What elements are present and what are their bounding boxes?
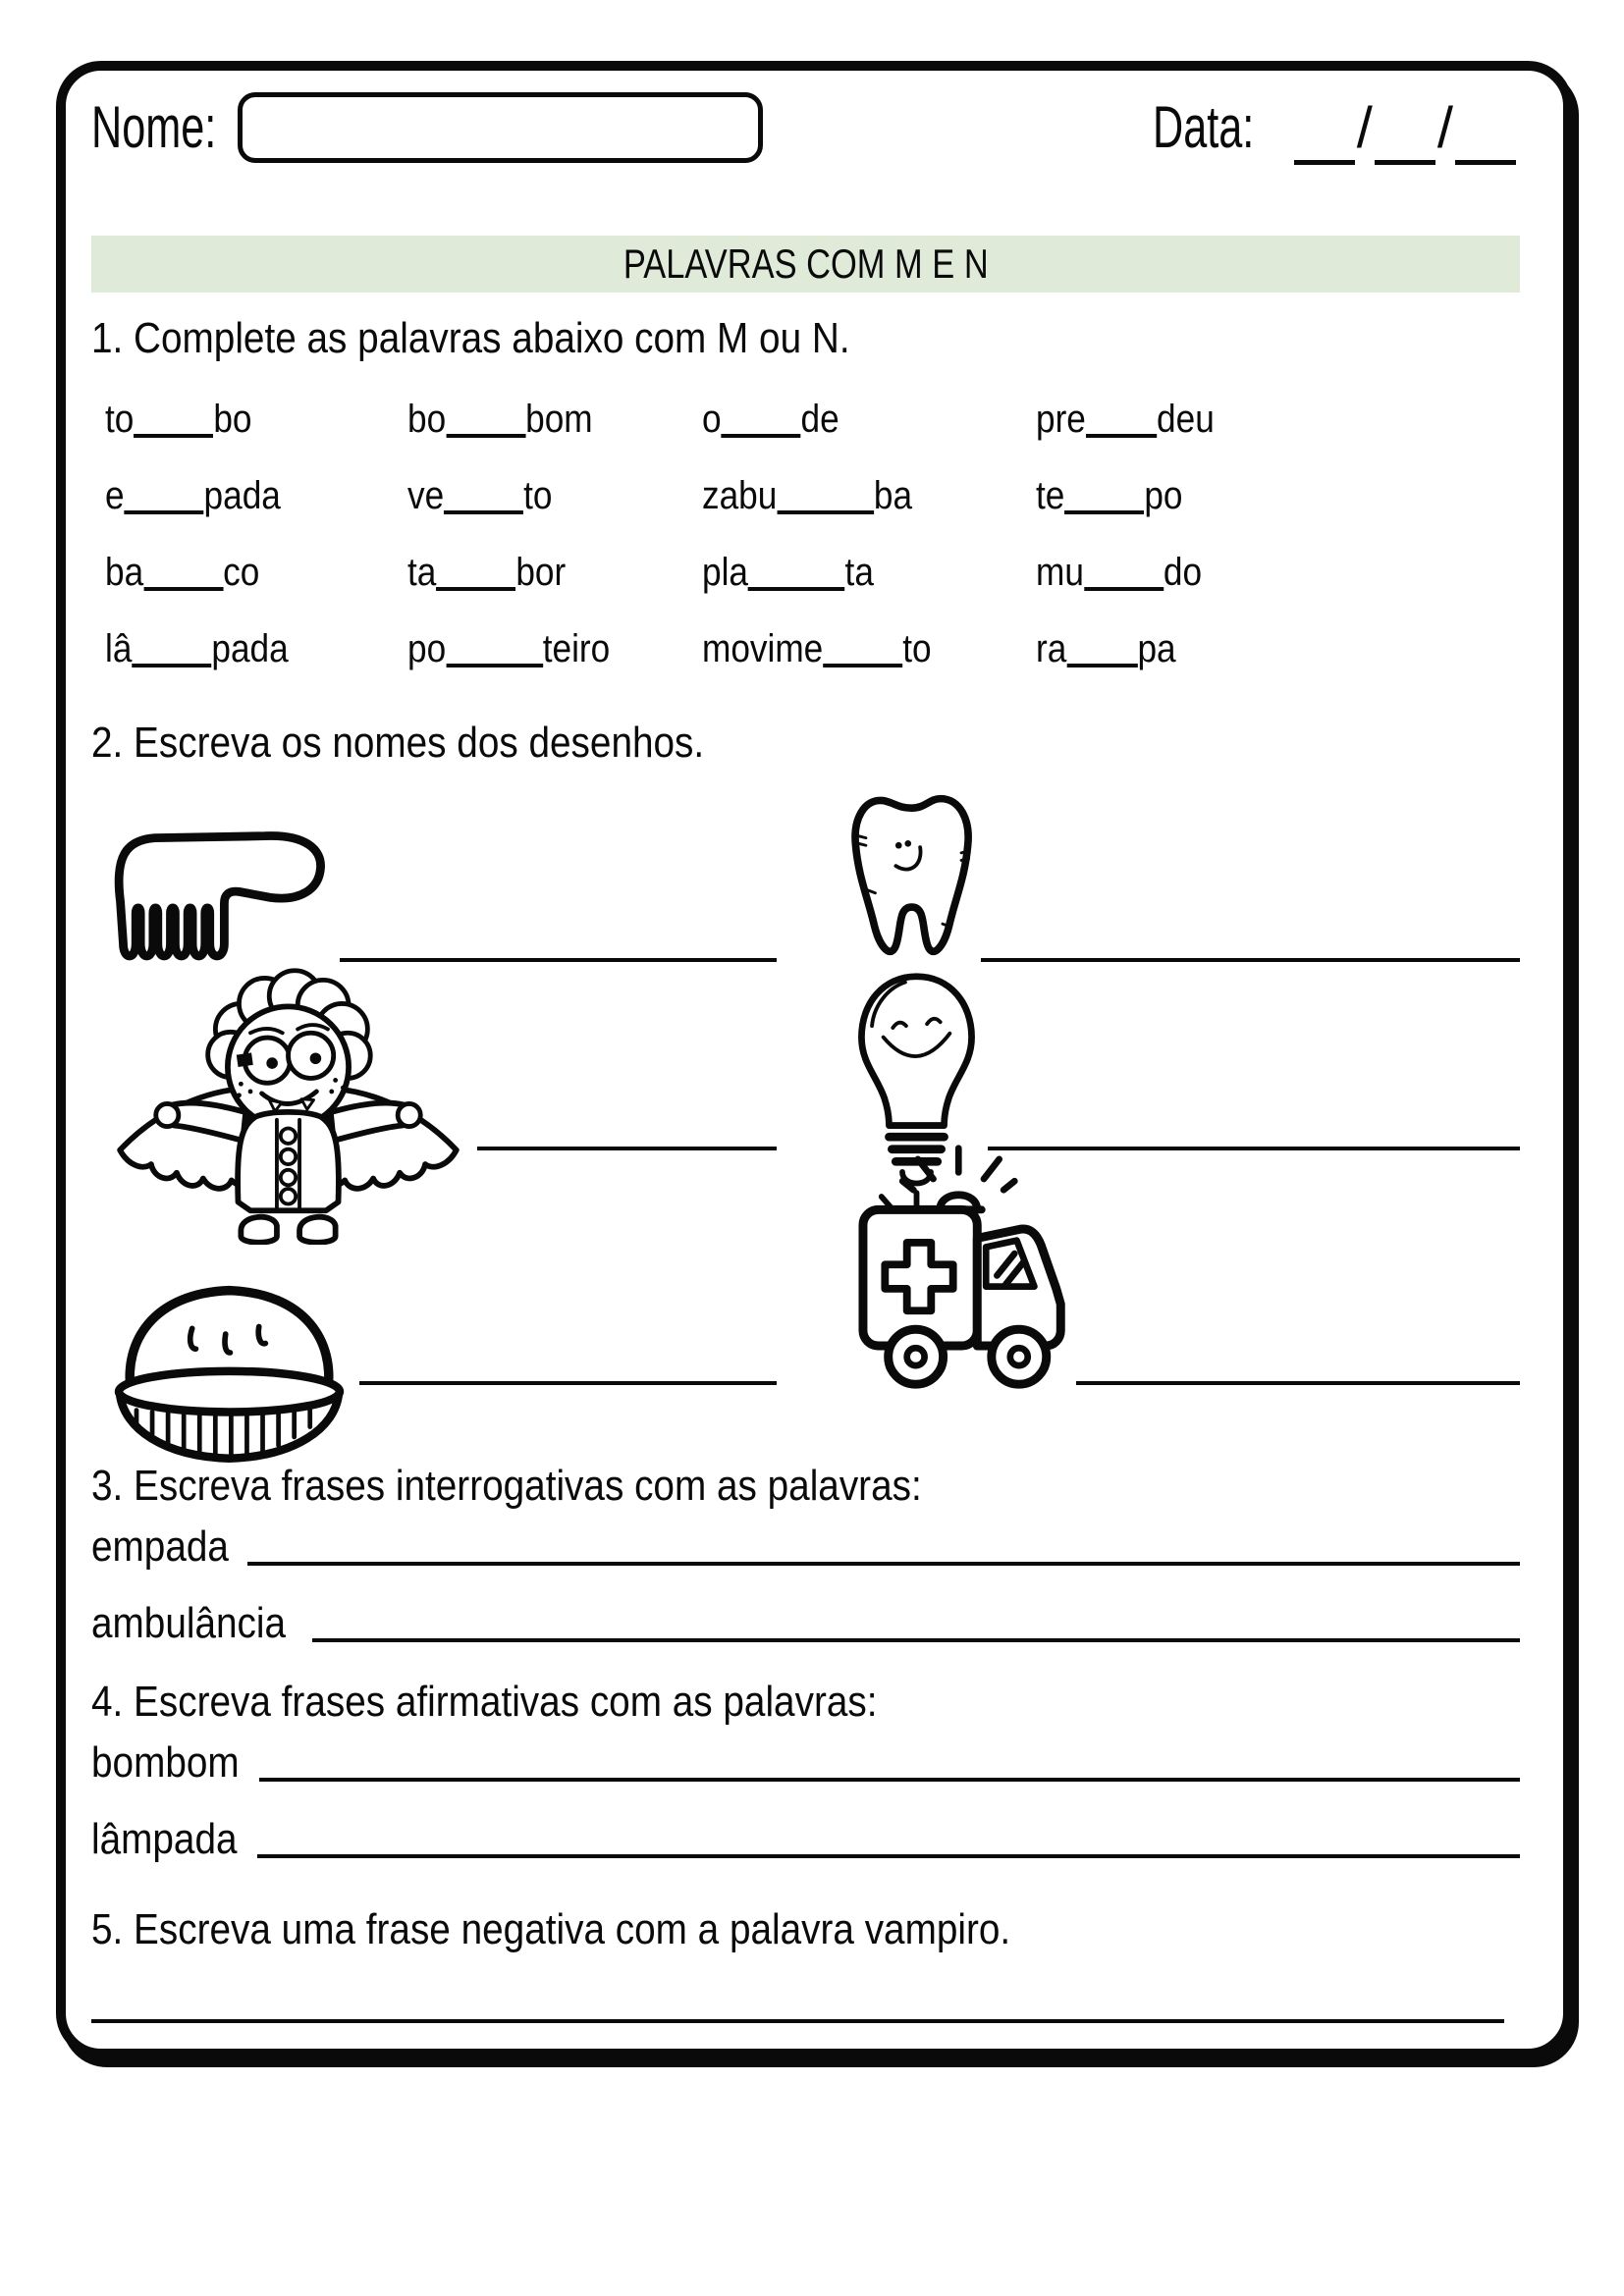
date-day-blank[interactable] bbox=[1294, 111, 1355, 165]
q2-item-comb bbox=[91, 774, 777, 970]
q2-item-vampire bbox=[91, 970, 777, 1245]
ambulance-image bbox=[845, 1142, 1076, 1392]
word-blank[interactable] bbox=[446, 395, 525, 438]
q2-item-ambulance bbox=[777, 1245, 1520, 1446]
vampire-image bbox=[99, 961, 477, 1245]
writing-line[interactable] bbox=[257, 1854, 1520, 1858]
comb-image bbox=[99, 813, 340, 970]
date-slash: / bbox=[1436, 96, 1453, 160]
fill-word: movime to bbox=[702, 607, 1036, 683]
fill-word: pla ta bbox=[702, 530, 1036, 607]
date-month-blank[interactable] bbox=[1375, 111, 1435, 165]
word-blank[interactable] bbox=[143, 548, 223, 591]
word-label: ambulância bbox=[91, 1599, 287, 1647]
pie-image bbox=[99, 1251, 359, 1487]
fill-word: ra pa bbox=[1036, 607, 1520, 683]
writing-line[interactable] bbox=[359, 1381, 777, 1385]
writing-line[interactable] bbox=[91, 2019, 1504, 2023]
word-blank[interactable] bbox=[134, 395, 213, 438]
word-blank[interactable] bbox=[777, 471, 874, 514]
q1-word-grid bbox=[91, 377, 1520, 683]
page-title: PALAVRAS COM M E N bbox=[623, 240, 989, 287]
word-blank[interactable] bbox=[823, 624, 902, 667]
word-blank[interactable] bbox=[125, 471, 204, 514]
q3-prompt: 3. Escreva frases interrogativas com as palavras: bbox=[91, 1462, 922, 1510]
writing-line[interactable] bbox=[312, 1638, 1520, 1642]
title-band bbox=[91, 236, 1520, 293]
writing-line[interactable] bbox=[1076, 1381, 1520, 1385]
name-label: Nome: bbox=[91, 94, 217, 160]
writing-line[interactable] bbox=[259, 1778, 1520, 1782]
fill-word: po teiro bbox=[407, 607, 702, 683]
word-blank[interactable] bbox=[1084, 548, 1164, 591]
word-blank[interactable] bbox=[444, 471, 523, 514]
date-year-blank[interactable] bbox=[1455, 111, 1516, 165]
q4-prompt: 4. Escreva frases afirmativas com as palavras: bbox=[91, 1678, 878, 1726]
date-slash: / bbox=[1356, 96, 1373, 160]
writing-line[interactable] bbox=[477, 1147, 777, 1150]
q5-prompt: 5. Escreva uma frase negativa com a palavra vampiro. bbox=[91, 1905, 1011, 1953]
fill-word: ta bor bbox=[407, 530, 702, 607]
fill-word: lâ pada bbox=[105, 607, 407, 683]
date-group bbox=[1153, 94, 1516, 160]
fill-word: mu do bbox=[1036, 530, 1520, 607]
fill-word: e pada bbox=[105, 454, 407, 530]
tooth-image bbox=[845, 787, 981, 970]
fill-word: zabu ba bbox=[702, 454, 1036, 530]
word-blank[interactable] bbox=[722, 395, 801, 438]
header bbox=[91, 88, 1520, 167]
fill-word: to bo bbox=[105, 377, 407, 454]
word-blank[interactable] bbox=[1086, 395, 1157, 438]
q3-row-empada bbox=[91, 1511, 1520, 1572]
fill-word: te po bbox=[1036, 454, 1520, 530]
word-blank[interactable] bbox=[1066, 624, 1137, 667]
fill-word: ba co bbox=[105, 530, 407, 607]
word-blank[interactable] bbox=[1064, 471, 1144, 514]
q2-image-grid bbox=[91, 774, 1520, 1446]
word-blank[interactable] bbox=[748, 548, 845, 591]
q1-prompt: 1. Complete as palavras abaixo com M ou N. bbox=[91, 314, 850, 362]
fill-word: bo bom bbox=[407, 377, 702, 454]
fill-word: o de bbox=[702, 377, 1036, 454]
q4-row-lampada bbox=[91, 1788, 1520, 1864]
word-label: empada bbox=[91, 1522, 229, 1571]
fill-word: pre deu bbox=[1036, 377, 1520, 454]
name-input-box[interactable] bbox=[238, 92, 763, 163]
date-label: Data: bbox=[1153, 94, 1255, 160]
word-blank[interactable] bbox=[436, 548, 515, 591]
word-blank[interactable] bbox=[446, 624, 543, 667]
q2-item-tooth bbox=[777, 774, 1520, 970]
q3-row-ambulancia bbox=[91, 1572, 1520, 1648]
writing-line[interactable] bbox=[981, 958, 1520, 962]
q4-row-bombom bbox=[91, 1727, 1520, 1788]
writing-line[interactable] bbox=[247, 1562, 1520, 1566]
worksheet-border bbox=[56, 61, 1573, 2058]
word-blank[interactable] bbox=[132, 624, 211, 667]
q2-prompt: 2. Escreva os nomes dos desenhos. bbox=[91, 719, 705, 767]
word-label: bombom bbox=[91, 1738, 240, 1787]
word-label: lâmpada bbox=[91, 1815, 238, 1863]
fill-word: ve to bbox=[407, 454, 702, 530]
q2-item-pie bbox=[91, 1245, 777, 1446]
